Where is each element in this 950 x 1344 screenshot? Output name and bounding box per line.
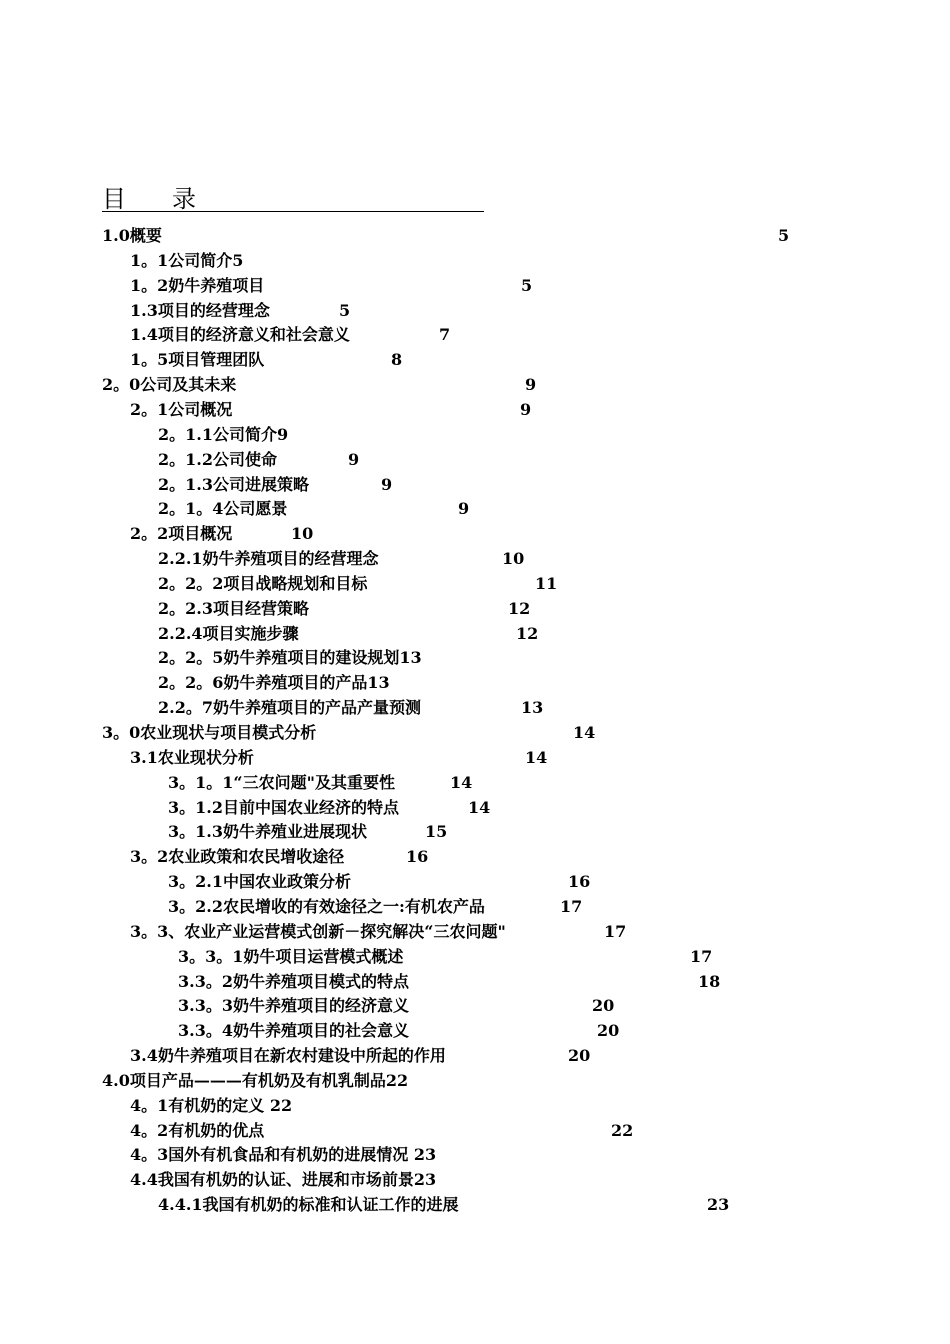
toc-entry[interactable]: [0, 945, 950, 969]
toc-entry-page-number: 5: [339, 300, 351, 320]
toc-entry-label: 2。1.3公司进展策略: [158, 474, 309, 494]
toc-entry-label: 2。0公司及其未来: [102, 375, 237, 395]
toc-entry[interactable]: [0, 572, 950, 596]
toc-entry-label: 4。3国外有机食品和有机奶的进展情况 23: [130, 1145, 437, 1165]
toc-entry-label: 1.4项目的经济意义和社会意义: [130, 325, 350, 345]
toc-entry-page-number: 20: [597, 1021, 620, 1041]
toc-entry[interactable]: [0, 522, 950, 546]
toc-entry-label: 4.0项目产品———有机奶及有机乳制品22: [102, 1070, 409, 1090]
toc-entry-page-number: 8: [391, 350, 403, 370]
toc-entry-label: 3。2.2农民增收的有效途径之一:有机农产品: [168, 896, 485, 916]
toc-entry[interactable]: [0, 299, 950, 323]
toc-entry-page-number: 10: [291, 524, 314, 544]
toc-entry-page-number: 15: [425, 822, 448, 842]
toc-entry[interactable]: [0, 448, 950, 472]
toc-entry-label: 3。2.1中国农业政策分析: [168, 872, 351, 892]
toc-entry-label: 2。2项目概况: [130, 524, 233, 544]
toc-entry-label: 2。2。2项目战略规划和目标: [158, 573, 368, 593]
toc-entry-page-number: 23: [707, 1195, 730, 1215]
toc-entry-label: 3.4奶牛养殖项目在新农村建设中所起的作用: [130, 1046, 446, 1066]
toc-entry[interactable]: [0, 373, 950, 397]
toc-entry-page-number: 14: [573, 723, 596, 742]
toc-entry-page-number: 16: [568, 872, 591, 892]
toc-entry-label: 4。1有机奶的定义 22: [130, 1095, 293, 1115]
toc-entry[interactable]: [0, 845, 950, 869]
toc-entry-label: 1。5项目管理团队: [130, 350, 265, 370]
toc-entry-label: 4.4.1我国有机奶的标准和认证工作的进展: [158, 1195, 459, 1215]
toc-entry-label: 3。1.3奶牛养殖业进展现状: [168, 822, 367, 842]
toc-entry[interactable]: [0, 1119, 950, 1143]
toc-entry[interactable]: [0, 1069, 950, 1093]
toc-entry[interactable]: [0, 646, 950, 670]
toc-entry[interactable]: [0, 597, 950, 621]
toc-entry-label: 2。1公司概况: [130, 399, 233, 419]
toc-entry-page-number: 9: [525, 375, 537, 395]
title-underline: [102, 211, 484, 212]
toc-entry[interactable]: [0, 274, 950, 298]
toc-entry-label: 2.2.1奶牛养殖项目的经营理念: [158, 549, 379, 569]
toc-entry[interactable]: [0, 746, 950, 770]
toc-entry-page-number: 17: [690, 946, 713, 966]
toc-entry-page-number: 20: [592, 996, 615, 1016]
toc-entry[interactable]: [0, 721, 950, 745]
toc-entry-page-number: 18: [698, 971, 721, 991]
toc-entry[interactable]: [0, 870, 950, 894]
toc-entry-label: 4.4我国有机奶的认证、进展和市场前景23: [130, 1170, 437, 1190]
toc-entry[interactable]: [0, 895, 950, 919]
toc-entry-label: 2。2。5奶牛养殖项目的建设规划13: [158, 648, 422, 668]
toc-entry[interactable]: [0, 1143, 950, 1167]
toc-entry[interactable]: [0, 970, 950, 994]
toc-entry[interactable]: [0, 249, 950, 273]
toc-entry-label: 2。2。6奶牛养殖项目的产品13: [158, 673, 390, 693]
toc-entry[interactable]: [0, 696, 950, 720]
toc-entry-page-number: 9: [458, 499, 470, 519]
toc-entry-page-number: 9: [381, 474, 393, 494]
toc-entry-page-number: 12: [516, 623, 539, 643]
toc-entry-label: 3。1。1“三农问题"及其重要性: [168, 772, 395, 792]
toc-entry-page-number: 10: [502, 549, 525, 569]
toc-entry-page-number: 9: [348, 449, 360, 469]
toc-entry-label: 2.2。7奶牛养殖项目的产品产量预测: [158, 698, 421, 718]
toc-entry-label: 3.1农业现状分析: [130, 747, 254, 767]
toc-entry[interactable]: [0, 920, 950, 944]
toc-entry-page-number: 17: [560, 896, 583, 916]
toc-entry-label: 1.3项目的经营理念: [130, 300, 270, 320]
toc-entry-page-number: 7: [439, 325, 451, 345]
toc-entry-page-number: 13: [521, 698, 544, 718]
toc-entry-label: 1。2奶牛养殖项目: [130, 275, 265, 295]
toc-entry-label: 2。2.3项目经营策略: [158, 598, 309, 618]
toc-entry-label: 3。2农业政策和农民增收途径: [130, 847, 345, 867]
toc-entry-label: 3。1.2目前中国农业经济的特点: [168, 797, 399, 817]
toc-entry[interactable]: [0, 796, 950, 820]
toc-entry[interactable]: [0, 671, 950, 695]
toc-entry[interactable]: [0, 1019, 950, 1043]
toc-entry[interactable]: [0, 622, 950, 646]
toc-entry-label: 3。0农业现状与项目模式分析: [102, 723, 317, 742]
toc-entry-label: 2。1.2公司使命: [158, 449, 277, 469]
toc-entry[interactable]: [0, 1094, 950, 1118]
toc-entry[interactable]: [0, 771, 950, 795]
toc-entry[interactable]: [0, 994, 950, 1018]
toc-entry-page-number: 20: [568, 1046, 591, 1066]
toc-entry[interactable]: [0, 323, 950, 347]
toc-entry-page-number: 9: [520, 399, 532, 419]
toc-entry[interactable]: [0, 1193, 950, 1217]
page-title: 目录: [102, 185, 242, 213]
toc-entry-label: 1。1公司简介5: [130, 250, 244, 270]
toc-entry-label: 4。2有机奶的优点: [130, 1120, 265, 1140]
toc-entry-page-number: 5: [521, 275, 533, 295]
toc-entry-label: 2。1.1公司简介9: [158, 424, 289, 444]
toc-entry[interactable]: [0, 473, 950, 497]
toc-entry-page-number: 12: [508, 598, 531, 618]
toc-entry[interactable]: [0, 547, 950, 571]
toc-entry-label: 3.3。4奶牛养殖项目的社会意义: [178, 1021, 409, 1041]
toc-entry-label: 1.0概要: [102, 226, 162, 245]
toc-entry[interactable]: [0, 224, 950, 248]
toc-entry-label: 3。3、农业产业运营模式创新－探究解决“三农问题": [130, 921, 506, 941]
toc-entry-page-number: 17: [604, 921, 627, 941]
toc-entry-label: 2。1。4公司愿景: [158, 499, 288, 519]
toc-entry[interactable]: [0, 1168, 950, 1192]
toc-entry-page-number: 22: [611, 1120, 634, 1140]
toc-entry-page-number: 11: [535, 573, 558, 593]
toc-entry-page-number: 16: [406, 847, 429, 867]
toc-entry[interactable]: [0, 1044, 950, 1068]
toc-entry-label: 3。3。1奶牛项目运营模式概述: [178, 946, 404, 966]
toc-entry[interactable]: [0, 348, 950, 372]
toc-entry-page-number: 14: [525, 747, 548, 767]
toc-entry-page-number: 14: [450, 772, 473, 792]
toc-entry-label: 2.2.4项目实施步骤: [158, 623, 299, 643]
toc-entry-label: 3.3。3奶牛养殖项目的经济意义: [178, 996, 409, 1016]
toc-entry-label: 3.3。2奶牛养殖项目模式的特点: [178, 971, 409, 991]
toc-entry-page-number: 14: [468, 797, 491, 817]
toc-entry-page-number: 5: [778, 226, 790, 245]
toc-entry[interactable]: [0, 820, 950, 844]
toc-entry[interactable]: [0, 423, 950, 447]
toc-entry[interactable]: [0, 497, 950, 521]
toc-entry[interactable]: [0, 398, 950, 422]
